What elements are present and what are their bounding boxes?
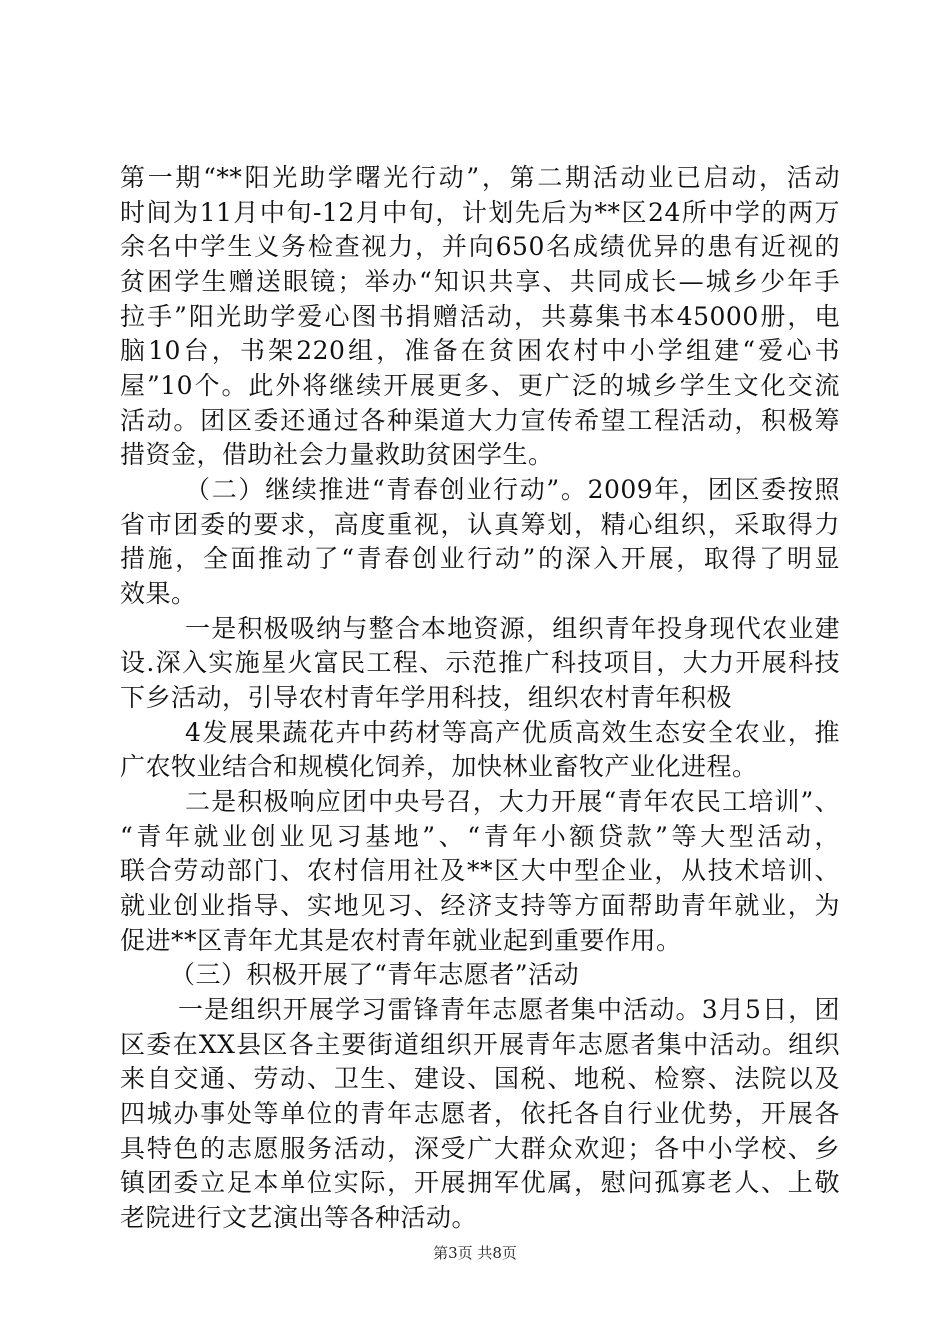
text-line: 镇团委立足本单位实际，开展拥军优属，慰问孤寡老人、上敬 <box>120 1168 840 1197</box>
text-line: 效果。 <box>120 579 197 608</box>
text-line: 促进**区青年尤其是农村青年就业起到重要作用。 <box>120 926 682 955</box>
paragraph-start: 一是组织开展学习雷锋青年志愿者集中活动。3月5日，团 <box>178 995 840 1024</box>
page-footer: 第3页 共8页 <box>433 1244 517 1262</box>
paragraph-start: 一是积极吸纳与整合本地资源，组织青年投身现代农业建 <box>185 614 840 643</box>
text-line: 拉手”阳光助学爱心图书捐赠活动，共募集书本45000册，电 <box>120 302 840 331</box>
text-line: 余名中学生义务检查视力，并向650名成绩优异的患有近视的 <box>120 232 840 261</box>
text-line: 联合劳动部门、农村信用社及**区大中型企业，从技术培训、 <box>120 856 840 885</box>
text-line: 具特色的志愿服务活动，深受广大群众欢迎；各中小学校、乡 <box>120 1134 840 1163</box>
text-line: 就业创业指导、实地见习、经济支持等方面帮助青年就业，为 <box>120 891 840 920</box>
text-line: 脑10台，书架220组，准备在贫困农村中小学组建“爱心书 <box>120 336 840 365</box>
text-line: 四城办事处等单位的青年志愿者，依托各自行业优势，开展各 <box>120 1099 840 1128</box>
text-line: 措资金，借助社会力量救助贫困学生。 <box>120 440 554 469</box>
section-heading: （三）积极开展了“青年志愿者”活动 <box>170 960 580 989</box>
text-line: 省市团委的要求，高度重视，认真筹划，精心组织，采取得力 <box>120 510 840 539</box>
text-line: 下乡活动，引导农村青年学用科技，组织农村青年积极 <box>120 683 733 712</box>
text-line: 措施，全面推动了“青春创业行动”的深入开展，取得了明显 <box>120 544 840 573</box>
paragraph-start: 二是积极响应团中央号召，大力开展“青年农民工培训”、 <box>185 787 840 816</box>
text-line: 活动。团区委还通过各种渠道大力宣传希望工程活动，积极筹 <box>120 406 840 435</box>
text-line: 第一期“**阳光助学曙光行动”，第二期活动业已启动，活动 <box>120 163 840 192</box>
text-line: 老院进行文艺演出等各种活动。 <box>120 1203 478 1232</box>
text-line: 4发展果蔬花卉中药材等高产优质高效生态安全农业，推 <box>185 718 840 747</box>
text-line: 广农牧业结合和规模化饲养，加快林业畜牧产业化进程。 <box>120 752 758 781</box>
text-line: 屋”10个。此外将继续开展更多、更广泛的城乡学生文化交流 <box>120 371 840 400</box>
text-line: 贫困学生赠送眼镜；举办“知识共享、共同成长—城乡少年手 <box>120 267 840 296</box>
text-line: “青年就业创业见习基地”、“青年小额贷款”等大型活动， <box>120 822 840 851</box>
text-line: 区委在XX县区各主要街道组织开展青年志愿者集中活动。组织 <box>120 1030 840 1059</box>
text-line: 设.深入实施星火富民工程、示范推广科技项目，大力开展科技 <box>120 648 840 677</box>
text-line: 时间为11月中旬-12月中旬，计划先后为**区24所中学的两万 <box>120 198 840 227</box>
section-heading: （二）继续推进“青春创业行动”。2009年，团区委按照 <box>185 475 840 504</box>
text-line: 来自交通、劳动、卫生、建设、国税、地税、检察、法院以及 <box>120 1064 840 1093</box>
